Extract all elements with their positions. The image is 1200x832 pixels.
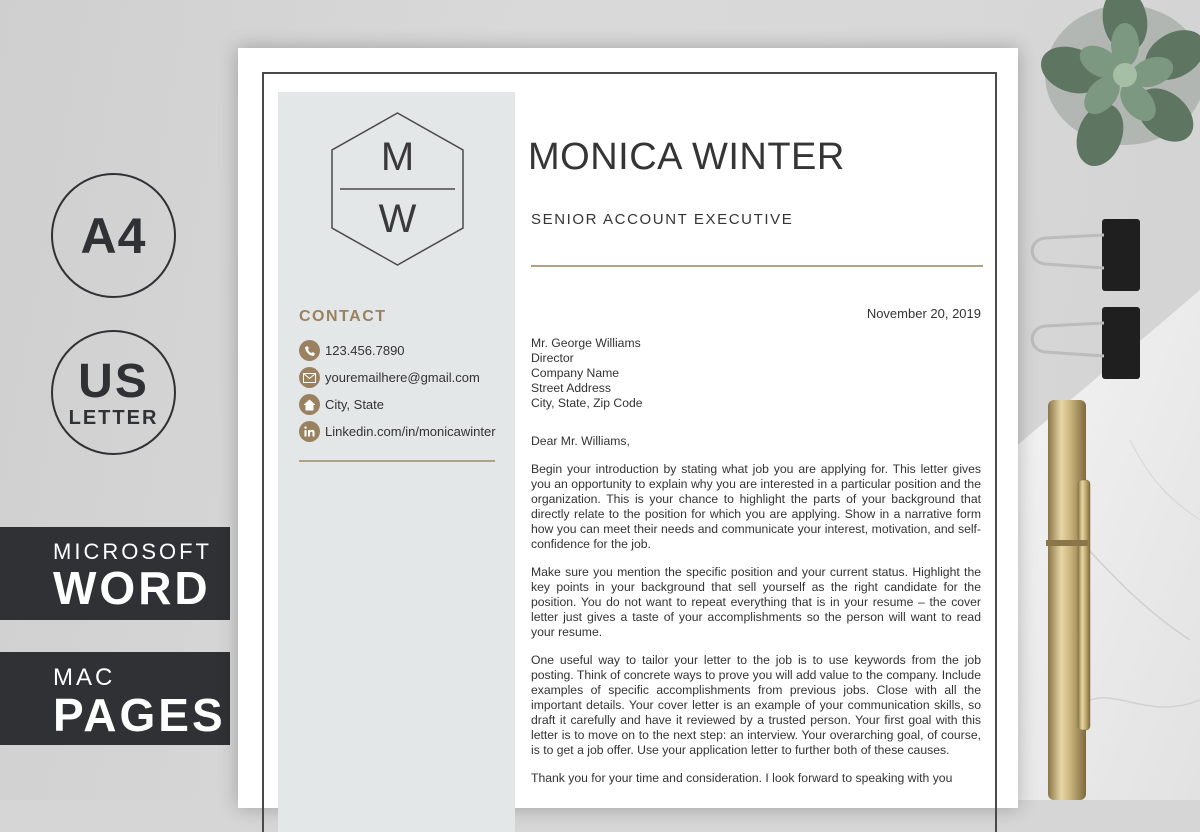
sidebar-divider <box>299 460 495 462</box>
contact-heading: CONTACT <box>299 308 387 325</box>
mac-pages-banner <box>0 652 230 745</box>
linkedin-icon <box>299 421 320 442</box>
binder-clip-icon <box>1032 219 1140 291</box>
contact-item-linkedin <box>299 418 496 445</box>
header-divider <box>531 265 983 267</box>
address-line: Company Name <box>531 366 620 380</box>
envelope-icon <box>299 367 320 388</box>
letter-paragraph: Thank you for your time and consideration. I look forward to speaking with you <box>531 771 953 785</box>
plant-icon <box>1034 0 1200 173</box>
pen-icon <box>1046 400 1090 800</box>
a4-badge <box>51 173 176 298</box>
home-icon <box>299 394 320 415</box>
contact-item-email <box>299 364 496 391</box>
a4-label: A4 <box>80 207 147 264</box>
contact-text: Linkedin.com/in/monicawinter <box>325 424 496 439</box>
contact-item-location <box>299 391 496 418</box>
us-letter-badge <box>51 330 176 455</box>
contact-list <box>299 337 496 445</box>
contact-text: 123.456.7890 <box>325 343 405 358</box>
sidebar <box>278 92 515 832</box>
applicant-role: SENIOR ACCOUNT EXECUTIVE <box>531 211 794 228</box>
microsoft-label: MICROSOFT <box>53 539 212 564</box>
address-line: Mr. George Williams <box>531 336 641 350</box>
contact-item-phone <box>299 337 496 364</box>
salutation: Dear Mr. Williams, <box>531 434 630 448</box>
resume-page <box>238 48 1018 808</box>
address-line: City, State, Zip Code <box>531 396 643 410</box>
recipient-address <box>531 336 981 411</box>
pages-label: PAGES <box>53 689 226 741</box>
monogram-logo <box>330 111 465 267</box>
letter-date: November 20, 2019 <box>866 306 981 321</box>
letter-label: LETTER <box>68 407 159 429</box>
monogram-bottom: W <box>378 197 417 241</box>
letter-paragraph: Begin your introduction by stating what job you are applying for. This letter gives you an opportunity to explain why you are interested in a particular position and the organization. This is your chance to highlight the parts of your background that directly relate to the position for which you are applying. Show in a narrative form how you can meet their needs and communicate your interest, motivation, and self-confidence for the job. <box>531 462 981 551</box>
address-line: Street Address <box>531 381 611 395</box>
letter-body <box>531 336 981 786</box>
monogram-top: M <box>380 135 415 179</box>
contact-text: City, State <box>325 397 385 412</box>
contact-text: youremailhere@gmail.com <box>325 370 480 385</box>
us-label: US <box>78 355 149 408</box>
mac-label: MAC <box>53 664 116 691</box>
phone-icon <box>299 340 320 361</box>
letter-paragraph: Make sure you mention the specific position and your current status. Highlight the key points in your background that sell yourself as the right candidate for the position. You do not want to repeat everything that is in your resume – the cover letter just gives a taste of your accomplishments so the person will want to read your resume. <box>531 565 981 639</box>
word-label: WORD <box>53 562 211 614</box>
microsoft-word-banner <box>0 527 230 620</box>
binder-clip-icon <box>1032 307 1140 379</box>
letter-paragraph: One useful way to tailor your letter to the job is to use keywords from the job posting. Think of concrete ways to prove you will add value to the company. Include examples of specific accomplishments from previous jobs. Close with all the important details. Your cover letter is an example of your communication skills, so draft it carefully and have it reviewed by a trusted person. Your first goal with this letter is to move on to the next step: an interview. Your overarching goal, of course, is to get a job offer. Use your application letter to further both of these causes. <box>531 653 981 757</box>
applicant-name: MONICA WINTER <box>528 136 845 178</box>
address-line: Director <box>531 351 574 365</box>
